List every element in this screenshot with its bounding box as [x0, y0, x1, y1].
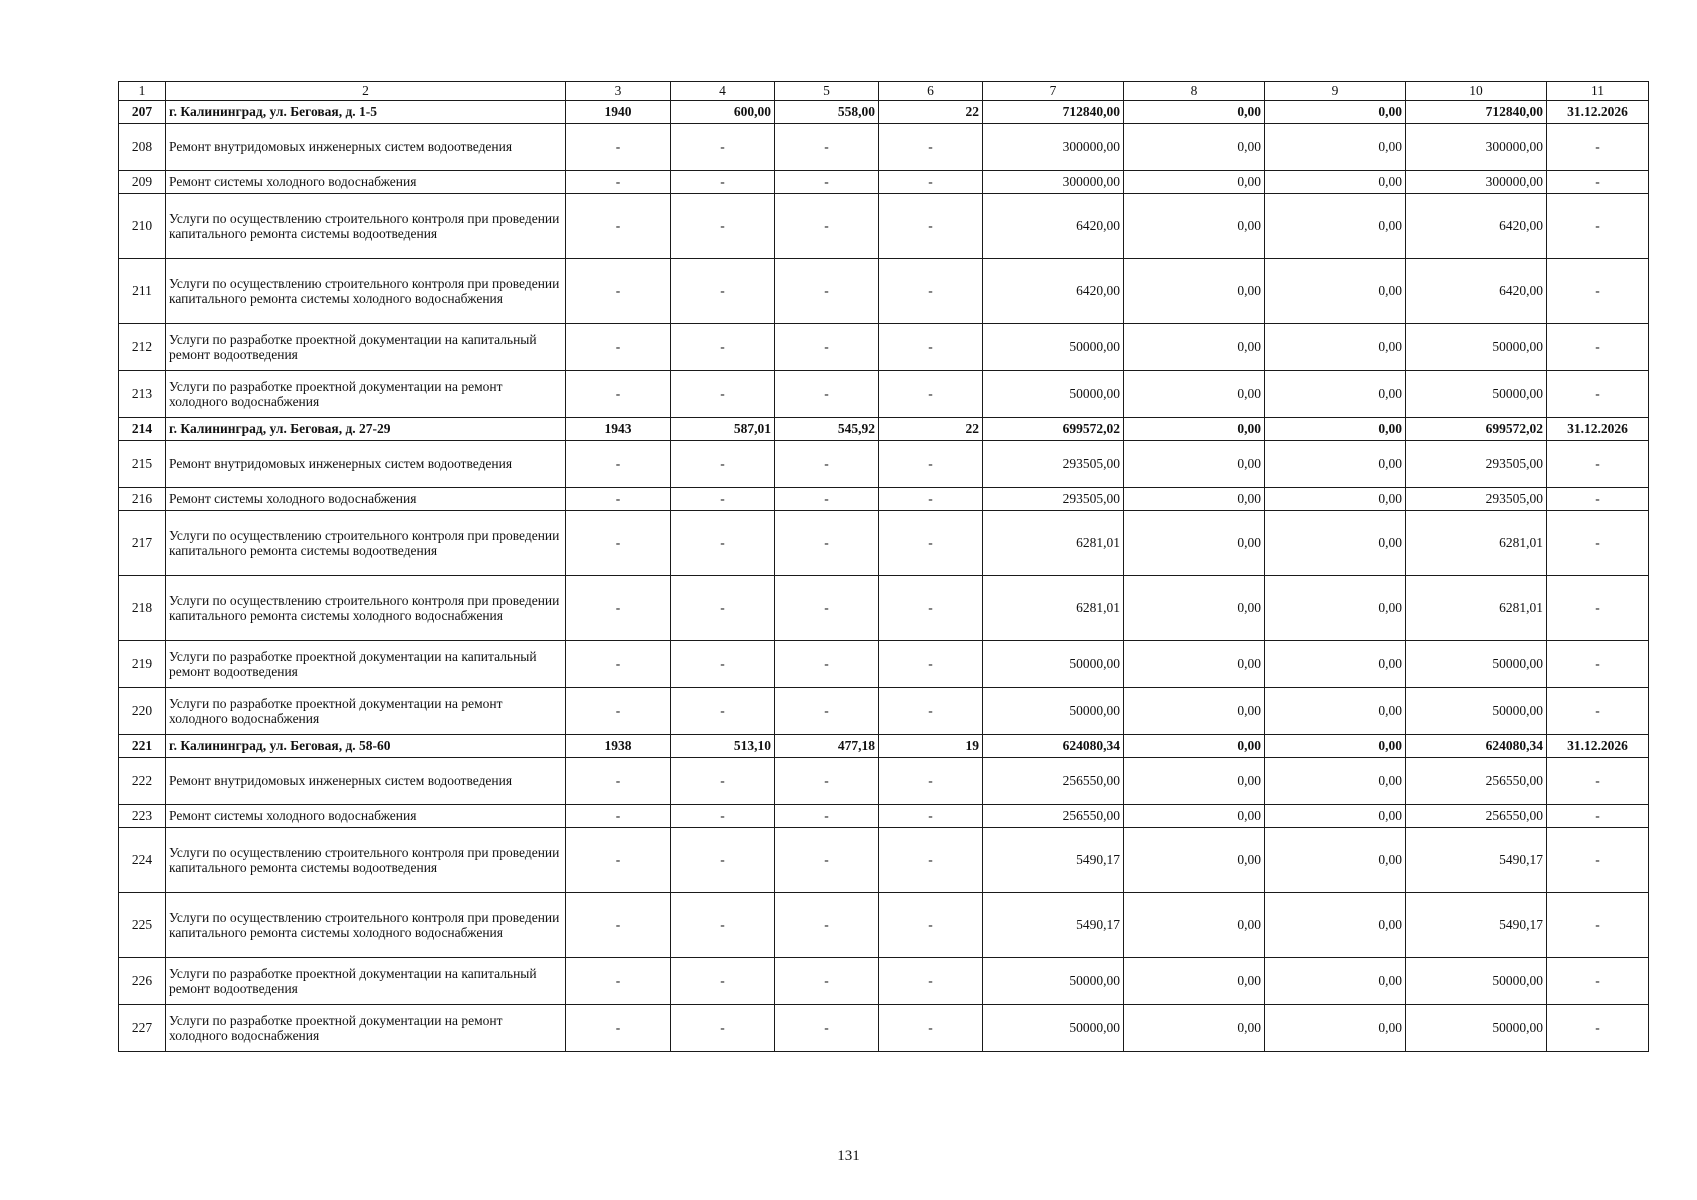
column-header-5: 5 [775, 82, 879, 101]
row-number: 215 [119, 441, 166, 488]
area-living-value: - [775, 194, 879, 259]
year-value: - [566, 641, 671, 688]
year-value: - [566, 576, 671, 641]
deadline-value: - [1547, 893, 1649, 958]
owner-funds-value: 256550,00 [1406, 805, 1547, 828]
owner-funds-value: 5490,17 [1406, 893, 1547, 958]
area-total-value: - [671, 511, 775, 576]
fund-b-value: 0,00 [1265, 101, 1406, 124]
year-value: - [566, 259, 671, 324]
area-living-value: - [775, 576, 879, 641]
row-number: 209 [119, 171, 166, 194]
fund-b-value: 0,00 [1265, 441, 1406, 488]
count-value: - [879, 511, 983, 576]
count-value: - [879, 828, 983, 893]
row-description: Услуги по осуществлению строительного контроля при проведении капитального ремонта системы водоотведения [166, 511, 566, 576]
area-living-value: - [775, 324, 879, 371]
table-row [119, 371, 1649, 418]
year-value: - [566, 1005, 671, 1052]
fund-a-value: 0,00 [1124, 171, 1265, 194]
row-number: 208 [119, 124, 166, 171]
fund-b-value: 0,00 [1265, 958, 1406, 1005]
total-cost-value: 699572,02 [983, 418, 1124, 441]
row-number: 219 [119, 641, 166, 688]
row-description: Ремонт системы холодного водоснабжения [166, 171, 566, 194]
owner-funds-value: 293505,00 [1406, 441, 1547, 488]
fund-b-value: 0,00 [1265, 576, 1406, 641]
year-value: - [566, 124, 671, 171]
area-living-value: - [775, 371, 879, 418]
total-cost-value: 50000,00 [983, 1005, 1124, 1052]
year-value: - [566, 441, 671, 488]
fund-b-value: 0,00 [1265, 418, 1406, 441]
table-row [119, 828, 1649, 893]
row-number: 216 [119, 488, 166, 511]
owner-funds-value: 712840,00 [1406, 101, 1547, 124]
table-row [119, 124, 1649, 171]
row-description: Услуги по разработке проектной документации на ремонт холодного водоснабжения [166, 688, 566, 735]
owner-funds-value: 6281,01 [1406, 511, 1547, 576]
owner-funds-value: 50000,00 [1406, 688, 1547, 735]
total-cost-value: 6420,00 [983, 259, 1124, 324]
row-description: Ремонт системы холодного водоснабжения [166, 488, 566, 511]
deadline-value: - [1547, 511, 1649, 576]
row-number: 223 [119, 805, 166, 828]
row-description: Услуги по осуществлению строительного контроля при проведении капитального ремонта системы водоотведения [166, 194, 566, 259]
total-cost-value: 293505,00 [983, 488, 1124, 511]
fund-b-value: 0,00 [1265, 511, 1406, 576]
row-number: 207 [119, 101, 166, 124]
owner-funds-value: 6281,01 [1406, 576, 1547, 641]
deadline-value: - [1547, 171, 1649, 194]
fund-b-value: 0,00 [1265, 805, 1406, 828]
count-value: - [879, 758, 983, 805]
data-table [118, 81, 1649, 1052]
row-number: 217 [119, 511, 166, 576]
owner-funds-value: 300000,00 [1406, 171, 1547, 194]
total-cost-value: 256550,00 [983, 758, 1124, 805]
fund-b-value: 0,00 [1265, 688, 1406, 735]
row-number: 221 [119, 735, 166, 758]
count-value: - [879, 805, 983, 828]
count-value: - [879, 171, 983, 194]
table-row [119, 441, 1649, 488]
fund-a-value: 0,00 [1124, 958, 1265, 1005]
total-cost-value: 6281,01 [983, 576, 1124, 641]
column-header-10: 10 [1406, 82, 1547, 101]
row-number: 224 [119, 828, 166, 893]
fund-b-value: 0,00 [1265, 893, 1406, 958]
owner-funds-value: 6420,00 [1406, 194, 1547, 259]
area-total-value: - [671, 805, 775, 828]
column-header-6: 6 [879, 82, 983, 101]
row-description: Услуги по разработке проектной документации на капитальный ремонт водоотведения [166, 958, 566, 1005]
count-value: - [879, 641, 983, 688]
fund-a-value: 0,00 [1124, 371, 1265, 418]
table-row [119, 576, 1649, 641]
area-total-value: - [671, 441, 775, 488]
year-value: - [566, 828, 671, 893]
row-description: Услуги по осуществлению строительного контроля при проведении капитального ремонта системы холодного водоснабжения [166, 259, 566, 324]
fund-b-value: 0,00 [1265, 171, 1406, 194]
year-value: - [566, 194, 671, 259]
area-living-value: - [775, 1005, 879, 1052]
owner-funds-value: 5490,17 [1406, 828, 1547, 893]
area-total-value: - [671, 324, 775, 371]
count-value: - [879, 371, 983, 418]
table-row [119, 958, 1649, 1005]
table-row [119, 805, 1649, 828]
row-number: 214 [119, 418, 166, 441]
table-row [119, 758, 1649, 805]
fund-b-value: 0,00 [1265, 194, 1406, 259]
deadline-value: 31.12.2026 [1547, 418, 1649, 441]
owner-funds-value: 699572,02 [1406, 418, 1547, 441]
row-number: 218 [119, 576, 166, 641]
area-living-value: - [775, 758, 879, 805]
area-living-value: 477,18 [775, 735, 879, 758]
owner-funds-value: 50000,00 [1406, 324, 1547, 371]
owner-funds-value: 300000,00 [1406, 124, 1547, 171]
area-total-value: - [671, 688, 775, 735]
row-description: г. Калининград, ул. Беговая, д. 1-5 [166, 101, 566, 124]
fund-b-value: 0,00 [1265, 828, 1406, 893]
total-cost-value: 6420,00 [983, 194, 1124, 259]
year-value: - [566, 511, 671, 576]
row-number: 226 [119, 958, 166, 1005]
area-living-value: - [775, 893, 879, 958]
table-row [119, 194, 1649, 259]
row-number: 222 [119, 758, 166, 805]
deadline-value: - [1547, 576, 1649, 641]
deadline-value: - [1547, 958, 1649, 1005]
area-living-value: - [775, 511, 879, 576]
area-total-value: - [671, 194, 775, 259]
table-body [119, 82, 1649, 1052]
count-value: - [879, 1005, 983, 1052]
area-living-value: 558,00 [775, 101, 879, 124]
area-total-value: - [671, 1005, 775, 1052]
column-header-3: 3 [566, 82, 671, 101]
area-total-value: 587,01 [671, 418, 775, 441]
column-header-8: 8 [1124, 82, 1265, 101]
count-value: - [879, 124, 983, 171]
total-cost-value: 50000,00 [983, 641, 1124, 688]
count-value: - [879, 259, 983, 324]
page-number: 131 [837, 1148, 860, 1164]
column-number-header-row [119, 82, 1649, 101]
year-value: - [566, 958, 671, 1005]
row-number: 211 [119, 259, 166, 324]
row-description: Ремонт внутридомовых инженерных систем водоотведения [166, 441, 566, 488]
deadline-value: - [1547, 488, 1649, 511]
area-living-value: - [775, 259, 879, 324]
deadline-value: - [1547, 371, 1649, 418]
count-value: - [879, 324, 983, 371]
table-row [119, 418, 1649, 441]
total-cost-value: 624080,34 [983, 735, 1124, 758]
area-total-value: 600,00 [671, 101, 775, 124]
fund-a-value: 0,00 [1124, 418, 1265, 441]
fund-a-value: 0,00 [1124, 893, 1265, 958]
area-total-value: - [671, 828, 775, 893]
table-row [119, 893, 1649, 958]
row-description: Услуги по осуществлению строительного контроля при проведении капитального ремонта системы холодного водоснабжения [166, 576, 566, 641]
area-living-value: - [775, 805, 879, 828]
deadline-value: 31.12.2026 [1547, 101, 1649, 124]
row-number: 213 [119, 371, 166, 418]
fund-a-value: 0,00 [1124, 124, 1265, 171]
column-header-1: 1 [119, 82, 166, 101]
area-living-value: - [775, 828, 879, 893]
table-row [119, 688, 1649, 735]
total-cost-value: 300000,00 [983, 124, 1124, 171]
owner-funds-value: 6420,00 [1406, 259, 1547, 324]
row-description: Ремонт внутридомовых инженерных систем водоотведения [166, 124, 566, 171]
year-value: - [566, 688, 671, 735]
area-living-value: - [775, 441, 879, 488]
owner-funds-value: 50000,00 [1406, 958, 1547, 1005]
fund-b-value: 0,00 [1265, 124, 1406, 171]
total-cost-value: 6281,01 [983, 511, 1124, 576]
table-row [119, 511, 1649, 576]
year-value: - [566, 171, 671, 194]
year-value: - [566, 893, 671, 958]
deadline-value: - [1547, 758, 1649, 805]
area-total-value: - [671, 576, 775, 641]
row-description: г. Калининград, ул. Беговая, д. 58-60 [166, 735, 566, 758]
owner-funds-value: 50000,00 [1406, 371, 1547, 418]
area-living-value: - [775, 641, 879, 688]
total-cost-value: 256550,00 [983, 805, 1124, 828]
fund-a-value: 0,00 [1124, 488, 1265, 511]
fund-a-value: 0,00 [1124, 735, 1265, 758]
area-living-value: - [775, 488, 879, 511]
count-value: - [879, 576, 983, 641]
row-description: Услуги по разработке проектной документации на капитальный ремонт водоотведения [166, 641, 566, 688]
column-header-11: 11 [1547, 82, 1649, 101]
column-header-4: 4 [671, 82, 775, 101]
area-total-value: - [671, 758, 775, 805]
area-total-value: - [671, 958, 775, 1005]
row-description: Услуги по осуществлению строительного контроля при проведении капитального ремонта системы водоотведения [166, 828, 566, 893]
total-cost-value: 5490,17 [983, 828, 1124, 893]
total-cost-value: 50000,00 [983, 324, 1124, 371]
deadline-value: - [1547, 641, 1649, 688]
count-value: 19 [879, 735, 983, 758]
deadline-value: - [1547, 194, 1649, 259]
fund-a-value: 0,00 [1124, 101, 1265, 124]
fund-a-value: 0,00 [1124, 758, 1265, 805]
deadline-value: - [1547, 805, 1649, 828]
row-description: Услуги по разработке проектной документации на ремонт холодного водоснабжения [166, 371, 566, 418]
row-number: 210 [119, 194, 166, 259]
table-row [119, 324, 1649, 371]
count-value: 22 [879, 418, 983, 441]
year-value: - [566, 488, 671, 511]
count-value: - [879, 441, 983, 488]
year-value: - [566, 324, 671, 371]
total-cost-value: 50000,00 [983, 688, 1124, 735]
owner-funds-value: 50000,00 [1406, 641, 1547, 688]
year-value: 1943 [566, 418, 671, 441]
total-cost-value: 712840,00 [983, 101, 1124, 124]
owner-funds-value: 293505,00 [1406, 488, 1547, 511]
fund-b-value: 0,00 [1265, 371, 1406, 418]
row-number: 227 [119, 1005, 166, 1052]
fund-b-value: 0,00 [1265, 758, 1406, 805]
fund-a-value: 0,00 [1124, 641, 1265, 688]
year-value: 1940 [566, 101, 671, 124]
year-value: 1938 [566, 735, 671, 758]
row-description: Услуги по осуществлению строительного контроля при проведении капитального ремонта системы холодного водоснабжения [166, 893, 566, 958]
area-living-value: - [775, 124, 879, 171]
fund-a-value: 0,00 [1124, 194, 1265, 259]
row-description: Услуги по разработке проектной документации на ремонт холодного водоснабжения [166, 1005, 566, 1052]
table-row [119, 641, 1649, 688]
fund-a-value: 0,00 [1124, 511, 1265, 576]
deadline-value: 31.12.2026 [1547, 735, 1649, 758]
deadline-value: - [1547, 124, 1649, 171]
count-value: - [879, 893, 983, 958]
total-cost-value: 5490,17 [983, 893, 1124, 958]
fund-a-value: 0,00 [1124, 688, 1265, 735]
fund-b-value: 0,00 [1265, 488, 1406, 511]
area-living-value: - [775, 171, 879, 194]
owner-funds-value: 50000,00 [1406, 1005, 1547, 1052]
area-living-value: - [775, 688, 879, 735]
total-cost-value: 300000,00 [983, 171, 1124, 194]
count-value: - [879, 958, 983, 1005]
fund-a-value: 0,00 [1124, 324, 1265, 371]
table-row [119, 259, 1649, 324]
year-value: - [566, 805, 671, 828]
fund-a-value: 0,00 [1124, 1005, 1265, 1052]
row-description: Ремонт внутридомовых инженерных систем водоотведения [166, 758, 566, 805]
area-total-value: - [671, 893, 775, 958]
owner-funds-value: 624080,34 [1406, 735, 1547, 758]
area-total-value: - [671, 259, 775, 324]
table-row [119, 488, 1649, 511]
fund-b-value: 0,00 [1265, 324, 1406, 371]
count-value: 22 [879, 101, 983, 124]
fund-a-value: 0,00 [1124, 441, 1265, 488]
column-header-9: 9 [1265, 82, 1406, 101]
count-value: - [879, 488, 983, 511]
area-total-value: - [671, 371, 775, 418]
area-living-value: - [775, 958, 879, 1005]
row-description: г. Калининград, ул. Беговая, д. 27-29 [166, 418, 566, 441]
area-total-value: - [671, 124, 775, 171]
row-number: 220 [119, 688, 166, 735]
area-total-value: 513,10 [671, 735, 775, 758]
table-row [119, 171, 1649, 194]
year-value: - [566, 371, 671, 418]
fund-b-value: 0,00 [1265, 1005, 1406, 1052]
deadline-value: - [1547, 259, 1649, 324]
year-value: - [566, 758, 671, 805]
fund-a-value: 0,00 [1124, 576, 1265, 641]
deadline-value: - [1547, 688, 1649, 735]
fund-a-value: 0,00 [1124, 828, 1265, 893]
column-header-7: 7 [983, 82, 1124, 101]
deadline-value: - [1547, 1005, 1649, 1052]
deadline-value: - [1547, 441, 1649, 488]
fund-a-value: 0,00 [1124, 805, 1265, 828]
fund-b-value: 0,00 [1265, 735, 1406, 758]
table-row [119, 735, 1649, 758]
count-value: - [879, 194, 983, 259]
fund-b-value: 0,00 [1265, 259, 1406, 324]
count-value: - [879, 688, 983, 735]
row-number: 212 [119, 324, 166, 371]
fund-a-value: 0,00 [1124, 259, 1265, 324]
total-cost-value: 50000,00 [983, 371, 1124, 418]
area-living-value: 545,92 [775, 418, 879, 441]
row-number: 225 [119, 893, 166, 958]
deadline-value: - [1547, 324, 1649, 371]
area-total-value: - [671, 488, 775, 511]
owner-funds-value: 256550,00 [1406, 758, 1547, 805]
deadline-value: - [1547, 828, 1649, 893]
table-row [119, 1005, 1649, 1052]
row-description: Услуги по разработке проектной документации на капитальный ремонт водоотведения [166, 324, 566, 371]
area-total-value: - [671, 171, 775, 194]
area-total-value: - [671, 641, 775, 688]
row-description: Ремонт системы холодного водоснабжения [166, 805, 566, 828]
fund-b-value: 0,00 [1265, 641, 1406, 688]
total-cost-value: 50000,00 [983, 958, 1124, 1005]
table-row [119, 101, 1649, 124]
total-cost-value: 293505,00 [983, 441, 1124, 488]
column-header-2: 2 [166, 82, 566, 101]
